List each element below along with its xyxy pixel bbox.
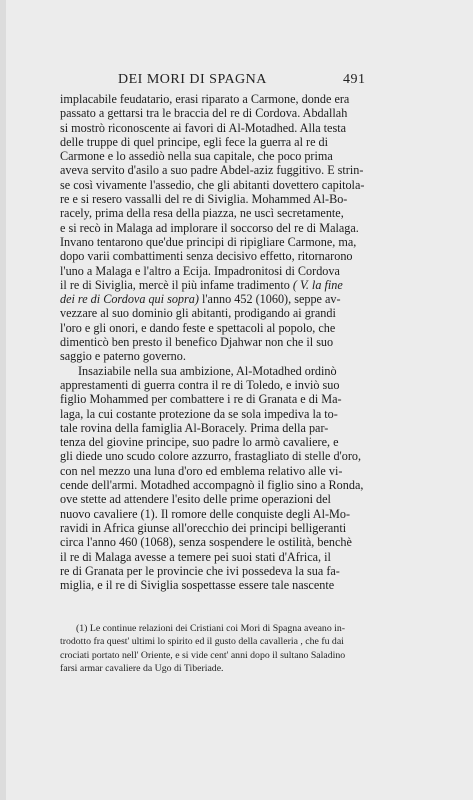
text-line: aveva servito d'asilo a suo padre Abdel-aziz fuggitivo. E strin- bbox=[60, 163, 364, 178]
footnote-line: trodotto fra quest' ultimi lo spirito ed il gusto della cavalleria , che fu dai bbox=[60, 636, 344, 648]
text-line: figlio Mohammed per combattere i re di Granata e di Ma- bbox=[60, 392, 342, 407]
text-line: e si recò in Malaga ad implorare il soccorso del re di Malaga. bbox=[60, 220, 359, 235]
text-line: l'oro e gli onori, e dando feste e spettacoli al popolo, che bbox=[60, 320, 336, 335]
footnote-line: farsi armar cavaliere da Ugo di Tiberiade. bbox=[60, 662, 224, 674]
text-line: si mostrò riconoscente ai favori di Al-Motadhed. Alla testa bbox=[60, 120, 347, 135]
text-line: nuovo cavaliere (1). Il romore delle conquiste degli Al-Mo- bbox=[60, 506, 351, 521]
text-line: con nel mezzo una luna d'oro ed emblema relativo alle vi- bbox=[60, 463, 343, 478]
text-line: re e si resero vassalli del re di Siviglia. Mohammed Al-Bo- bbox=[60, 192, 348, 207]
text-fragment: l'anno 452 (1060), seppe av- bbox=[201, 292, 341, 307]
text-line: miglia, e il re di Siviglia sospettasse essere tale nascente bbox=[60, 578, 335, 593]
italic-reference: dei re di Cordova qui sopra bbox=[60, 292, 195, 307]
text-line: re di Granata per le provincie che ivi possedeva la sua fa- bbox=[60, 563, 340, 578]
running-title: DEI MORI DI SPAGNA bbox=[118, 72, 267, 87]
footnote-line: crociati portato nell' Oriente, e si vide cent' anni dopo il sultano Saladino bbox=[60, 649, 346, 661]
text-fragment: il re di Siviglia, mercè il più infame tradimento bbox=[60, 277, 290, 292]
page-number: 491 bbox=[343, 72, 366, 87]
text-line: implacabile feudatario, erasi riparato a Carmone, donde era bbox=[60, 92, 350, 106]
text-line: delle truppe di quel principe, egli fece la guerra al re di bbox=[60, 134, 329, 149]
text-line: cende dell'armi. Motadhed accompagnò il figlio sino a Ronda, bbox=[60, 478, 364, 493]
text-line: circa l'anno 460 (1068), senza sospendere le ostilità, benchè bbox=[60, 535, 352, 550]
text-line: ove stette ad attendere l'esito delle prime operazioni del bbox=[60, 492, 331, 507]
footnote-block bbox=[60, 622, 380, 675]
text-line: tenza del giovine principe, suo padre lo armò cavaliere, e bbox=[60, 435, 339, 450]
text-line: saggio e paterno governo. bbox=[60, 349, 186, 364]
main-text bbox=[60, 92, 380, 592]
text-line: il re di Malaga avesse a temere pei suoi stati d'Africa, il bbox=[60, 549, 331, 564]
text-line: vezzare al suo dominio gli abitanti, prodigando ai grandi bbox=[60, 306, 336, 321]
text-line: gli diede uno scudo colore azzurro, frastagliato di stelle d'oro, bbox=[60, 449, 362, 464]
text-line: passato a gettarsi tra le braccia del re di Cordova. Abdallah bbox=[60, 106, 348, 121]
italic-reference: ( V. la fine bbox=[292, 277, 343, 292]
text-line: Carmone e lo assediò nella sua capitale, che poco prima bbox=[60, 149, 333, 164]
text-line: ravidi in Africa giunse all'orecchio dei principi belligeranti bbox=[60, 520, 347, 535]
text-line: apprestamenti di guerra contra il re di Toledo, e inviò suo bbox=[60, 377, 340, 392]
text-line: laga, la cui costante protezione da se sola impediva la to- bbox=[60, 406, 338, 421]
text-line: dimenticò ben presto il benefico Djahwar non che il suo bbox=[60, 335, 334, 350]
footnote-line: (1) Le continue relazioni dei Cristiani coi Mori di Spagna aveano in- bbox=[76, 623, 346, 634]
text-line-with-italic bbox=[60, 278, 380, 292]
text-line: l'uno a Malaga e l'altro a Ecija. Impadronitosi di Cordova bbox=[60, 263, 340, 278]
italic-reference-close: ) bbox=[194, 292, 199, 307]
text-line: Invano tentarono que'due principi di ripigliare Carmone, ma, bbox=[60, 234, 357, 249]
paragraph-start-line: Insaziabile nella sua ambizione, Al-Motadhed ordinò bbox=[78, 363, 337, 378]
text-line: dopo varii combattimenti senza decisivo effetto, ritornarono bbox=[60, 249, 353, 264]
text-line: se così vivamente l'assedio, che gli abitanti dovettero capitola- bbox=[60, 177, 365, 192]
text-line: racely, prima della resa della piazza, ne uscì secretamente, bbox=[60, 206, 344, 221]
text-line-with-italic bbox=[60, 292, 380, 306]
text-line: tale rovina della famiglia Al-Boracely. Prima della par- bbox=[60, 420, 329, 435]
page-edge bbox=[0, 0, 6, 800]
